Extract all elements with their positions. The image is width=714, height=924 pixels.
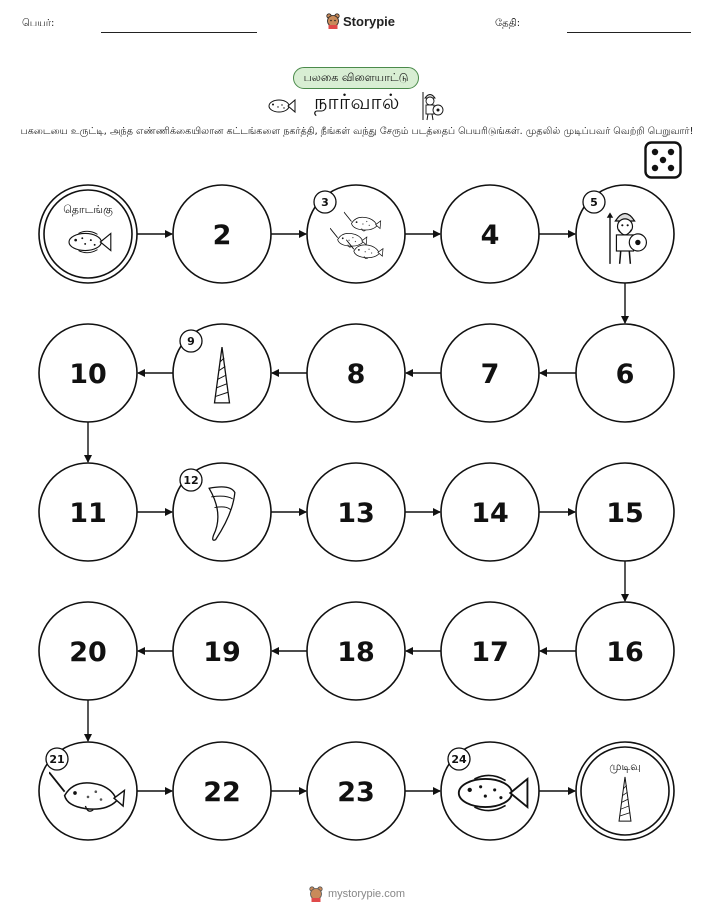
space-number-badge: 3: [321, 196, 329, 209]
board-space-3[interactable]: [307, 185, 405, 283]
board-space-20[interactable]: [39, 602, 137, 700]
space-number: 16: [606, 637, 644, 668]
space-number: 2: [212, 220, 232, 251]
space-number-badge: 24: [451, 753, 467, 766]
space-number: 7: [480, 359, 500, 390]
bear-icon: [309, 886, 323, 902]
board-game-badge: பலகை விளையாட்டு: [293, 67, 419, 89]
space-number-badge: 21: [49, 753, 65, 766]
brand-name: Storypie: [343, 13, 396, 29]
board-space-12[interactable]: [173, 463, 271, 561]
date-label: தேதி:: [495, 18, 521, 29]
space-number: 14: [471, 498, 509, 529]
board-space-15[interactable]: [576, 463, 674, 561]
space-number-badge: 12: [183, 474, 199, 487]
board-space-2[interactable]: [173, 185, 271, 283]
footer: [0, 886, 714, 902]
board-space-22[interactable]: [173, 742, 271, 840]
board-space-24[interactable]: [441, 742, 539, 840]
instructions: பகடையை உருட்டி, அந்த எண்ணிக்கையிலான கட்டங்களை நகர்த்தி, நீங்கள் வந்து சேரும் படத்தைப் பெயரிடுங்கள். முதலில் முடிப்பவர் வெற்றி பெறுவார்!: [20, 126, 694, 137]
name-label: பெயர்:: [22, 18, 55, 29]
board-space-8[interactable]: [307, 324, 405, 422]
space-number: 20: [69, 637, 107, 668]
space-number: 19: [203, 637, 241, 668]
board-space-14[interactable]: [441, 463, 539, 561]
space-caption: தொடங்கு: [63, 203, 113, 216]
board-space-5[interactable]: [576, 185, 674, 283]
board-space-6[interactable]: [576, 324, 674, 422]
page-title: நார்வால்: [314, 90, 400, 114]
space-number: 4: [480, 220, 500, 251]
space-number: 10: [69, 359, 107, 390]
space-number: 18: [337, 637, 375, 668]
board-space-10[interactable]: [39, 324, 137, 422]
board-space-21[interactable]: [39, 742, 137, 840]
board-space-7[interactable]: [441, 324, 539, 422]
space-number: 23: [337, 777, 375, 808]
footer-url[interactable]: mystorypie.com: [327, 888, 406, 900]
board-space-4[interactable]: [441, 185, 539, 283]
space-number: 8: [346, 359, 366, 390]
space-caption: முடிவு: [609, 760, 641, 773]
space-number-badge: 9: [187, 335, 195, 348]
space-number: 6: [615, 359, 635, 390]
space-number: 17: [471, 637, 509, 668]
space-number: 15: [606, 498, 644, 529]
board-space-16[interactable]: [576, 602, 674, 700]
board-space-11[interactable]: [39, 463, 137, 561]
finish-space[interactable]: [576, 742, 674, 840]
board-space-13[interactable]: [307, 463, 405, 561]
space-number-badge: 5: [590, 196, 598, 209]
start-space[interactable]: [39, 185, 137, 283]
board-space-17[interactable]: [441, 602, 539, 700]
board-space-23[interactable]: [307, 742, 405, 840]
space-number: 22: [203, 777, 241, 808]
space-number: 13: [337, 498, 375, 529]
board-space-9[interactable]: [173, 324, 271, 422]
space-number: 11: [69, 498, 107, 529]
board-space-19[interactable]: [173, 602, 271, 700]
board-space-18[interactable]: [307, 602, 405, 700]
